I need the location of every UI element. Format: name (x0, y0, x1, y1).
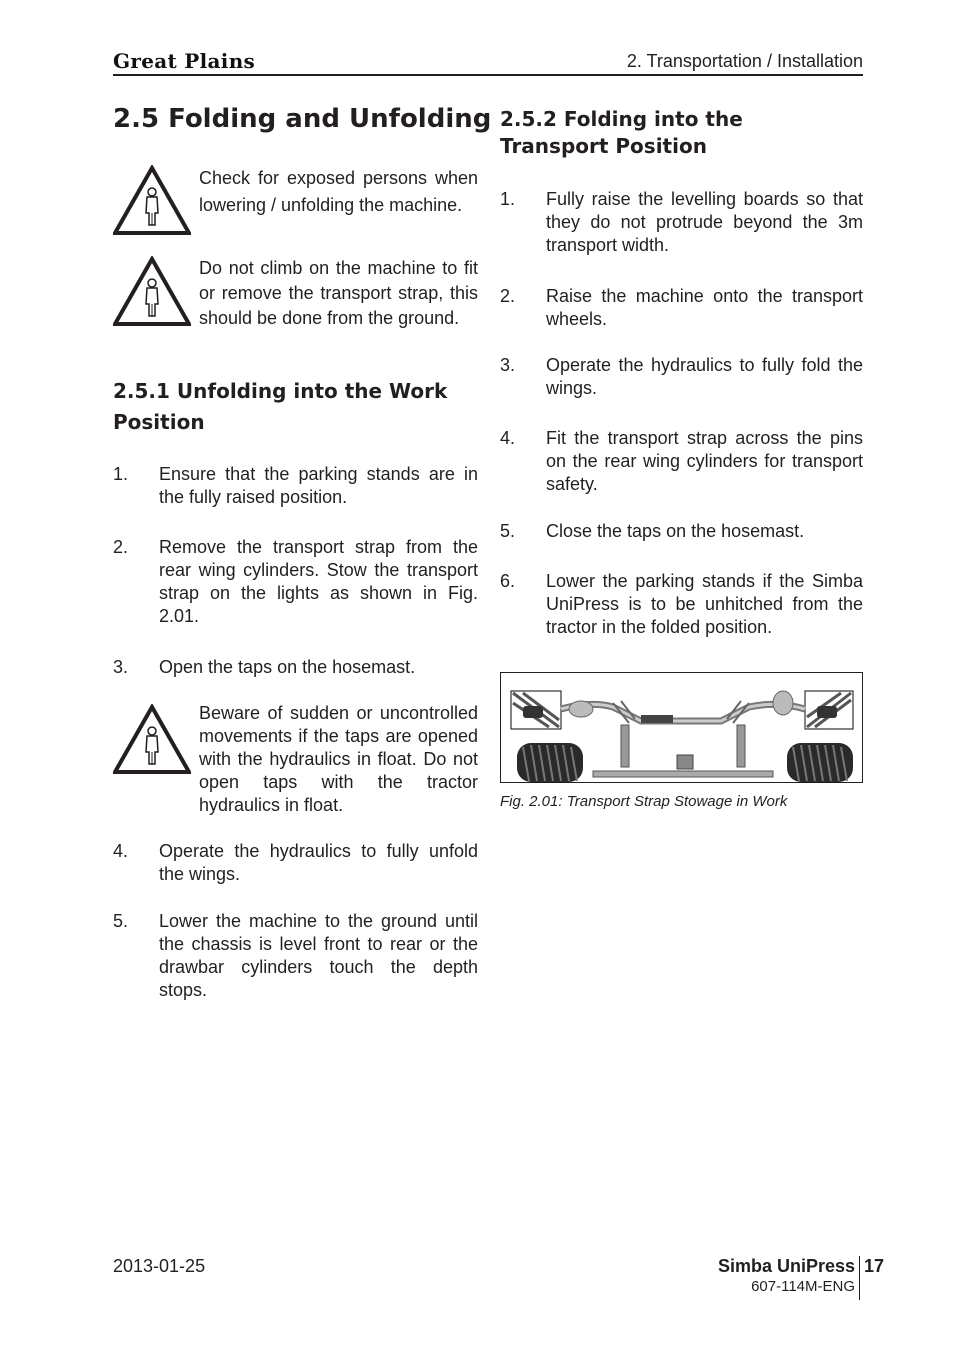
machine-rear-view-illustration (501, 673, 862, 782)
machine-illustration-figure (500, 672, 863, 783)
figure-caption: Fig. 2.01: Transport Strap Stowage in Work (500, 793, 788, 810)
step-text: Fit the transport strap across the pins on the rear wing cylinders for transport safety. (546, 428, 863, 494)
step-number: 5. (113, 911, 129, 931)
warning-block-3 (113, 702, 478, 822)
warning-person-icon (113, 256, 191, 326)
brand-logo: Great Plains (113, 49, 256, 73)
step-number: 1. (113, 464, 129, 484)
warning-block-2 (113, 256, 478, 336)
warning-block-1 (113, 165, 478, 245)
step-number: 2. (500, 286, 516, 306)
step-text: Lower the machine to the ground until the chassis is level front to rear or the drawbar cylinders touch the depth stops. (159, 911, 478, 1000)
warning-text: Do not climb on the machine to fit or remove the transport strap, this should be done from the ground. (199, 258, 478, 328)
subsection-heading-unfolding: 2.5.1 Unfolding into the Work Position (113, 379, 448, 434)
section-heading: 2.5 Folding and Unfolding (113, 104, 492, 134)
footer-document-code: 607-114M-ENG (751, 1278, 855, 1295)
footer-date: 2013-01-25 (113, 1256, 206, 1276)
step-text: Remove the transport strap from the rear wing cylinders. Stow the transport strap on the lights as shown in Fig. 2.01. (159, 537, 478, 626)
step-number: 4. (113, 841, 129, 861)
step-text: Lower the parking stands if the Simba UniPress is to be unhitched from the tractor in the folded position. (546, 571, 863, 637)
step-number: 1. (500, 189, 516, 209)
warning-person-icon (113, 165, 191, 235)
subsection-heading-folding: 2.5.2 Folding into the Transport Position (500, 107, 743, 158)
step-text: Raise the machine onto the transport wheels. (546, 286, 863, 329)
header-divider (113, 74, 863, 76)
warning-text: Beware of sudden or uncontrolled movements if the taps are opened with the hydraulics in float. Do not open taps with the tractor hydraulics in float. (199, 703, 478, 815)
warning-text: Check for exposed persons when lowering / unfolding the machine. (199, 168, 478, 215)
warning-person-icon (113, 704, 191, 774)
footer-divider (859, 1256, 860, 1300)
step-number: 3. (500, 355, 516, 375)
step-text: Operate the hydraulics to fully fold the wings. (546, 355, 863, 398)
step-text: Close the taps on the hosemast. (546, 521, 805, 541)
step-text: Ensure that the parking stands are in the fully raised position. (159, 464, 478, 507)
step-text: Fully raise the levelling boards so that they do not protrude beyond the 3m transport width. (546, 189, 863, 255)
step-number: 3. (113, 657, 129, 677)
page-number: 17 (864, 1256, 885, 1276)
step-text: Open the taps on the hosemast. (159, 657, 416, 677)
running-header-section: 2. Transportation / Installation (626, 51, 863, 71)
step-number: 5. (500, 521, 516, 541)
footer-product-name: Simba UniPress (717, 1256, 855, 1276)
step-number: 2. (113, 537, 129, 557)
step-number: 6. (500, 571, 516, 591)
step-number: 4. (500, 428, 516, 448)
step-text: Operate the hydraulics to fully unfold the wings. (159, 841, 478, 884)
